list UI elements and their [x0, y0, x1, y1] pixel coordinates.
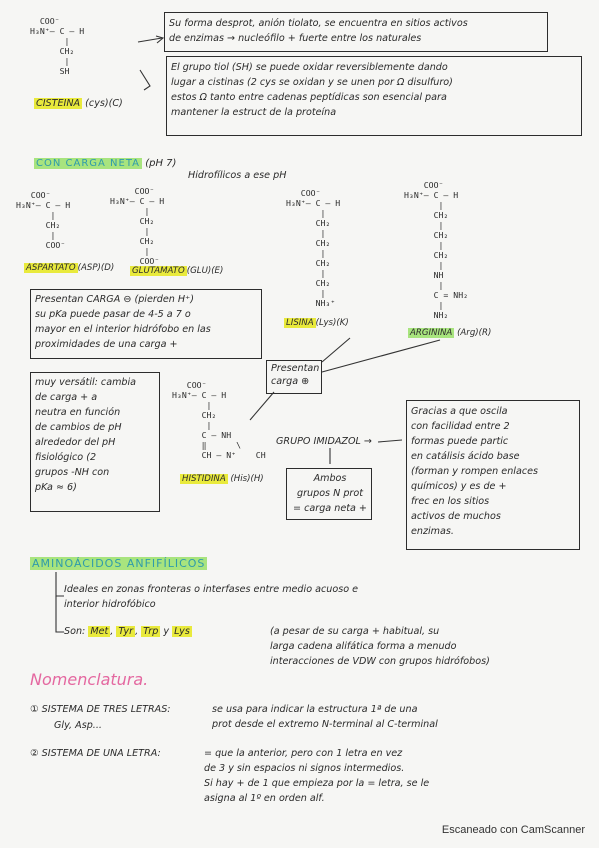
nomenclatura-item1-text2: Gly, Asp...: [54, 720, 102, 731]
section-carga-title: CON CARGA NETA: [36, 158, 141, 169]
section-carga-ph: (pH 7): [145, 158, 177, 169]
nomenclatura-item1-text: se usa para indicar la estructura 1ª de una prot desde el extremo N-terminal al C-terminal: [212, 704, 438, 730]
anfifilicos-title: AMINOÁCIDOS ANFIFÍLICOS: [32, 557, 206, 570]
camscanner-footer: Escaneado con CamScanner: [441, 824, 585, 836]
glutamato-code: (GLU)(E): [186, 266, 224, 276]
gracias-note: Gracias a que oscila con facilidad entre 2 formas puede partic en catálisis ácido base (forman y rompen enlaces químicos) y es de + frec en los sitios activos de muchos enzimas.: [411, 406, 539, 537]
top-note-2: El grupo tiol (SH) se puede oxidar reversiblemente dando lugar a cistinas (2 cys se oxidan y se unen por Ω disulfuro) estos Ω tanto entre cadenas peptídicas son esencial para mantener la estruct de la proteína: [171, 62, 453, 118]
aa-trp: Trp: [143, 626, 159, 637]
glutamato-name: GLUTAMATO: [132, 266, 185, 276]
arrow-arginina-to-positiva: [322, 340, 440, 372]
aa-y: y: [163, 626, 170, 637]
cisteina-name: CISTEINA: [36, 98, 81, 109]
arginina-code: (Arg)(R): [457, 328, 492, 338]
aspartato-code: (ASP)(D): [77, 263, 115, 273]
arrow-imidazol-to-gracias: [378, 440, 402, 442]
cisteina-code: (cys)(C): [85, 98, 123, 109]
aspartato-structure: COO⁻ H₃N⁺– C – H | CH₂ | COO⁻: [16, 190, 71, 250]
arginina-structure: COO⁻ H₃N⁺– C – H | CH₂ | CH₂ | CH₂ | NH | C = NH₂ | NH₂: [404, 180, 469, 320]
section-carga-subtitle: Hidrofílicos a ese pH: [188, 170, 287, 181]
anfifilicos-line2-head: Son: Met , Tyr , Trp y Lys: [64, 626, 190, 637]
nomenclatura-item1-label: ① SISTEMA DE TRES LETRAS:: [30, 704, 171, 715]
top-note-1: Su forma desprot, anión tiolato, se encuentra en sitios activos de enzimas → nucleófilo + fuerte entre los naturales: [169, 18, 468, 44]
histidina-code: (His)(H): [230, 474, 264, 484]
ambos: Ambos grupos N prot = carga neta +: [293, 473, 367, 514]
aspartato-name: ASPARTATO: [26, 263, 76, 273]
presentan-negativa: Presentan CARGA ⊖ (pierden H⁺) su pKa puede pasar de 4-5 a 7 o mayor en el interior hidrófobo en las proximidades de una carga +: [35, 294, 211, 350]
presentan-positiva: Presentan carga ⊕: [271, 363, 320, 387]
arginina-name: ARGININA: [410, 328, 453, 338]
lisina-name: LISINA: [286, 318, 314, 328]
cisteina-structure: COO⁻ H₃N⁺– C – H | CH₂ | SH: [30, 16, 85, 76]
aa-tyr: Tyr: [118, 626, 134, 637]
arrow-lisina-to-positiva: [322, 338, 350, 362]
nomenclatura-title: Nomenclatura.: [30, 670, 149, 689]
histidina-structure: COO⁻ H₃N⁺– C – H | CH₂ | C – NH ‖ \ CH – N⁺ CH: [172, 380, 266, 460]
bracket-anfifilicos-1: [56, 572, 64, 596]
anfifilicos-line1: Ideales en zonas fronteras o interfases entre medio acuoso e interior hidrofóbico: [64, 584, 359, 610]
arrow-cis-to-note2: [140, 70, 150, 90]
glutamato-structure: COO⁻ H₃N⁺– C – H | CH₂ | CH₂ | COO⁻: [110, 186, 165, 266]
arrowhead-note1: [156, 36, 163, 43]
aa-met: Met: [90, 626, 109, 637]
bracket-anfifilicos-2: [56, 596, 64, 632]
anfifilicos-line2-rest: (a pesar de su carga + habitual, su larga cadena alifática forma a menudo interacciones de VDW con grupos hidrófobos): [270, 626, 490, 667]
histidina-note: muy versátil: cambia de carga + a neutra en función de cambios de pH alrededor del pH fisiológico (2 grupos -NH con pKa ≈ 6): [35, 377, 137, 493]
histidina-name: HISTIDINA: [182, 474, 226, 484]
anfifilicos-son: Son:: [64, 626, 86, 637]
aa-lys: Lys: [174, 626, 190, 637]
nomenclatura-item2-label: ② SISTEMA DE UNA LETRA:: [30, 748, 161, 759]
nomenclatura-item2-text: = que la anterior, pero con 1 letra en vez de 3 y sin espacios ni signos intermedios. Si hay + de 1 que empieza por la = letra, se le asigna al 1º en orden alf.: [204, 748, 430, 804]
lisina-code: (Lys)(K): [315, 318, 349, 328]
arrow-histidina-to-positiva: [250, 392, 274, 420]
lisina-structure: COO⁻ H₃N⁺– C – H | CH₂ | CH₂ | CH₂ | CH₂ | NH₃⁺: [286, 188, 341, 308]
grupo-imidazol: GRUPO IMIDAZOL →: [276, 436, 372, 447]
